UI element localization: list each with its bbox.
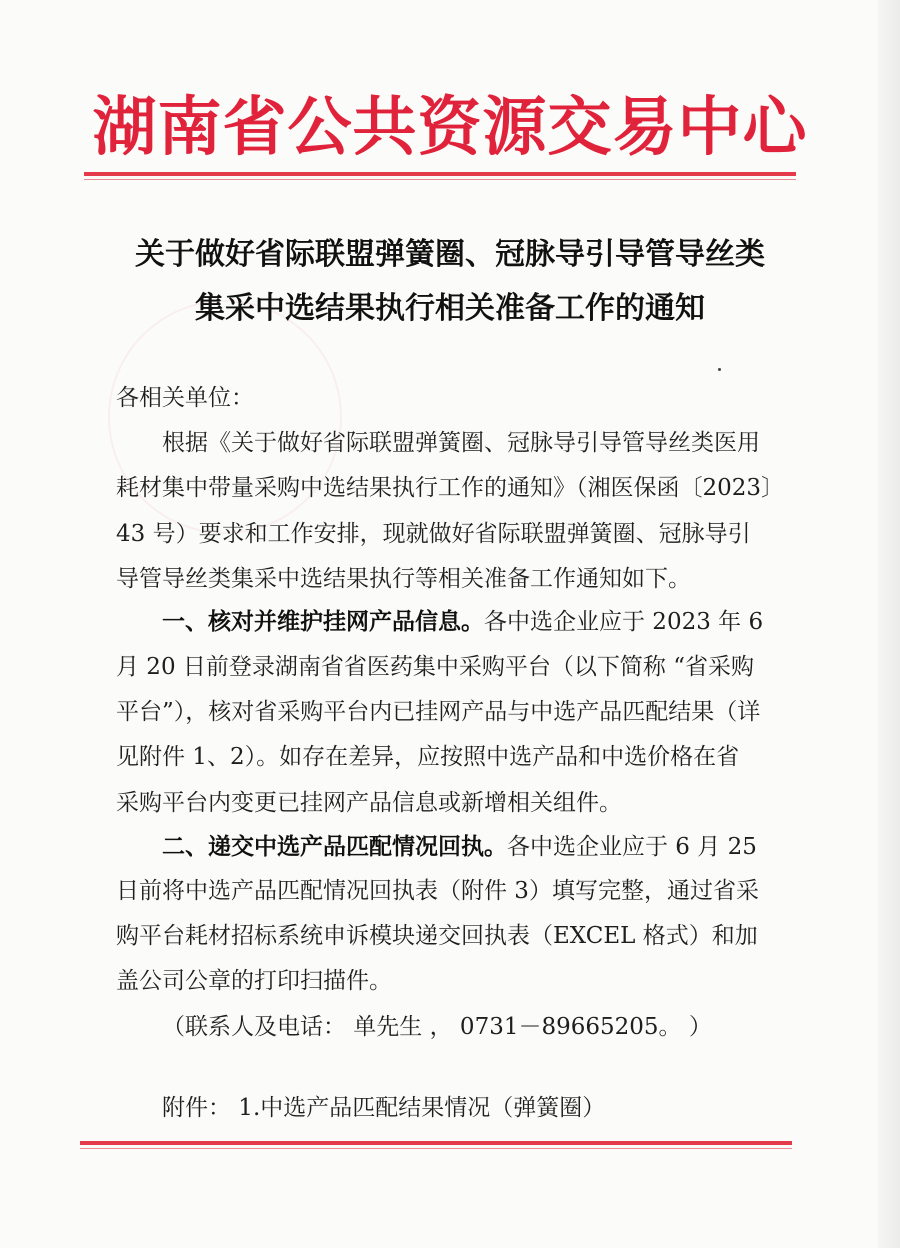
document-title-line-1: 关于做好省际联盟弹簧圈、冠脉导引导管导丝类 <box>135 237 765 272</box>
attachment-list: 附件： 1.中选产品匹配结果情况（弹簧圈） <box>162 1095 606 1121</box>
footer-red-rule <box>80 1141 792 1145</box>
salutation: 各相关单位： <box>116 385 254 411</box>
section-2-heading: 二、递交中选产品匹配情况回执。 <box>162 833 507 860</box>
contact-info: （联系人及电话： 单先生 ， 0731－89665205。 ） <box>162 1014 712 1040</box>
section-1-heading: 一、核对并维护挂网产品信息。 <box>162 608 484 635</box>
section-2-text-3: 购平台耗材招标系统申诉模块递交回执表（EXCEL 格式）和加 <box>116 923 758 949</box>
page-edge-shadow <box>878 0 900 1248</box>
organization-header: 湖南省公共资源交易中心 <box>92 91 808 165</box>
document-title-line-2: 集采中选结果执行相关准备工作的通知 <box>195 291 705 326</box>
section-2-text-2: 日前将中选产品匹配情况回执表（附件 3）填写完整，通过省采 <box>116 878 759 904</box>
intro-line-1: 根据《关于做好省际联盟弹簧圈、冠脉导引导管导丝类医用 <box>162 430 760 456</box>
header-red-rule <box>84 172 796 176</box>
intro-line-4: 导管导丝类集采中选结果执行等相关准备工作通知如下。 <box>116 566 691 592</box>
section-1-text-3: 平台”），核对省采购平台内已挂网产品与中选产品匹配结果（详 <box>116 699 761 725</box>
intro-line-3: 43 号）要求和工作安排，现就做好省际联盟弹簧圈、冠脉导引 <box>116 521 751 547</box>
section-2-text-4: 盖公司公章的打印扫描件。 <box>116 968 392 994</box>
intro-line-2: 耗材集中带量采购中选结果执行工作的通知》（湘医保函〔2023〕 <box>116 475 785 501</box>
section-1-first-line <box>162 607 763 637</box>
section-2-first-line <box>162 832 757 862</box>
section-1-text-4: 见附件 1、2）。如存在差异，应按照中选产品和中选价格在省 <box>116 744 740 770</box>
section-1-text-2: 月 20 日前登录湖南省省医药集中采购平台（以下简称 “省采购 <box>116 654 754 680</box>
scan-speck <box>718 368 721 371</box>
section-2-text-1: 各中选企业应于 6 月 25 <box>507 834 757 860</box>
section-1-text-1: 各中选企业应于 2023 年 6 <box>484 609 764 635</box>
section-1-text-5: 采购平台内变更已挂网产品信息或新增相关组件。 <box>116 790 622 816</box>
